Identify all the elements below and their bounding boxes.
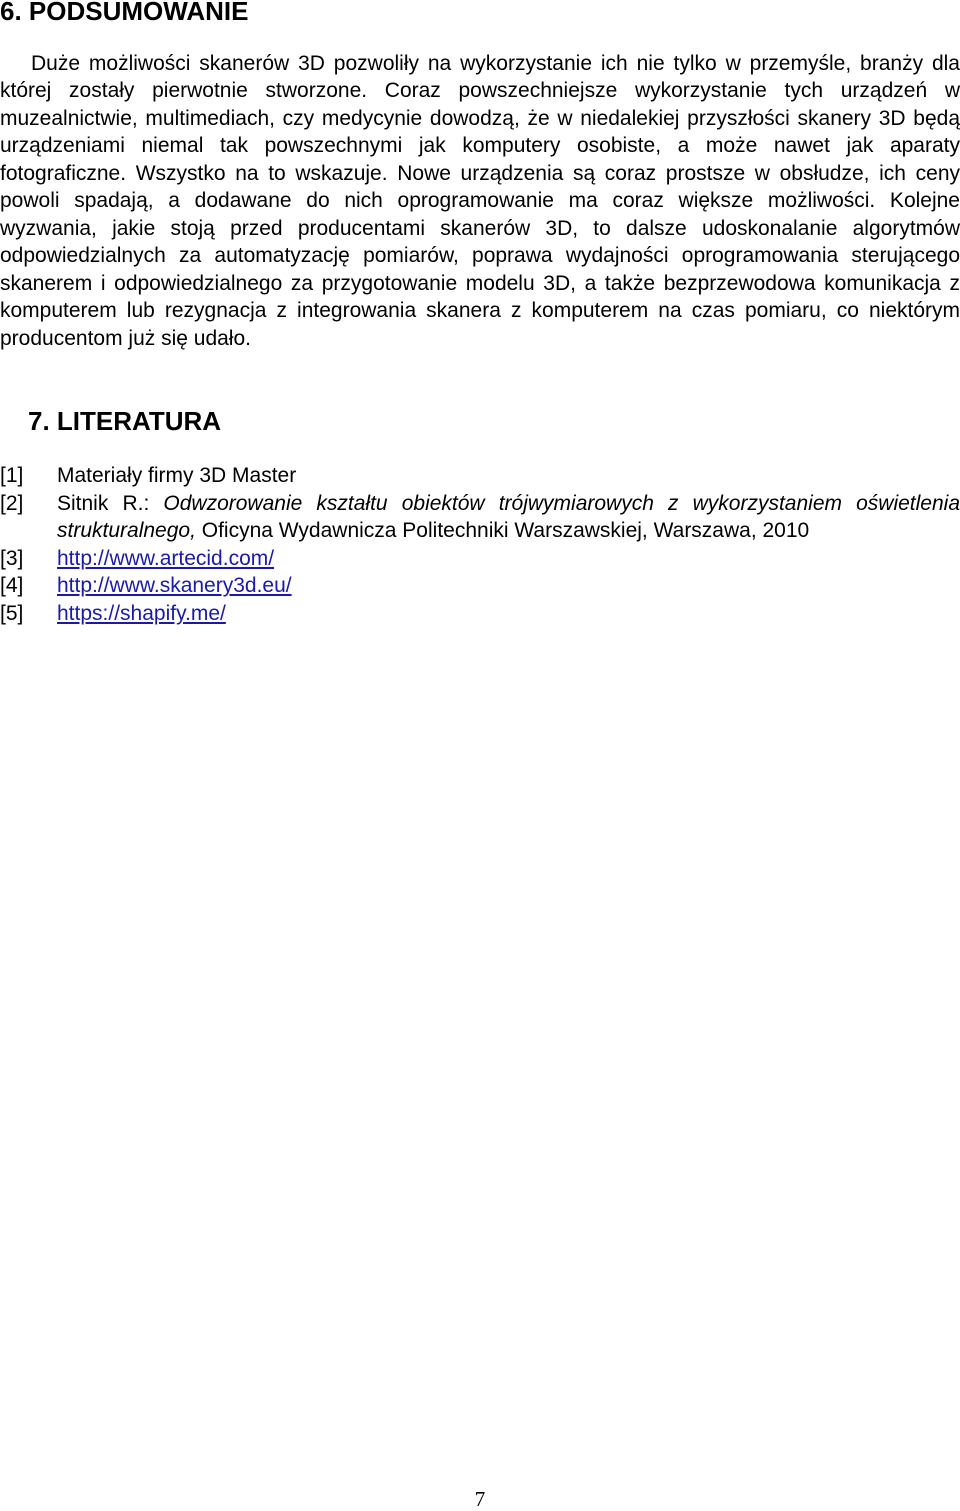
- section-heading-literature: 7. LITERATURA: [28, 406, 222, 436]
- section-heading-summary: 6. PODSUMOWANIE: [0, 0, 249, 26]
- reference-link-wrap: [57, 600, 960, 628]
- reference-text: [57, 490, 960, 545]
- reference-link-artecid[interactable]: http://www.artecid.com/: [57, 546, 275, 570]
- reference-number: [5]: [0, 601, 24, 625]
- reference-number: [4]: [0, 574, 24, 598]
- page-number: 7: [474, 1487, 486, 1511]
- reference-number: [1]: [0, 464, 24, 487]
- reference-item-1: [0, 462, 960, 490]
- reference-number: [3]: [0, 546, 24, 570]
- reference-title: Odwzorowanie kształtu obiektów trójwymiarowych z wykorzystaniem oświetlenia strukturalnego,: [57, 491, 960, 543]
- reference-link-shapify[interactable]: https://shapify.me/: [57, 601, 226, 625]
- reference-list: [0, 462, 960, 628]
- reference-item-2: [0, 490, 960, 545]
- reference-author: Sitnik R.:: [57, 491, 164, 515]
- summary-paragraph: [0, 50, 960, 352]
- reference-item-3: [0, 545, 960, 573]
- reference-item-5: [0, 600, 960, 628]
- reference-number: [2]: [0, 491, 24, 515]
- reference-item-4: [0, 572, 960, 600]
- reference-link-wrap: [57, 545, 960, 573]
- summary-paragraph-text: Duże możliwości skanerów 3D pozwoliły na wykorzystanie ich nie tylko w przemyśle, branży dla której zostały pierwotnie stworzone. Coraz powszechniejsze wykorzystanie tych urządzeń w muzealnictwie, multimediach, czy medycynie dowodzą, że w niedalekiej przyszłości skanery 3D będą urządzeniami niemal tak powszechnymi jak komputery osobiste, a może nawet jak aparaty fotograficzne. Wszystko na to wskazuje. Nowe urządzenia są coraz prostsze w obsłudze, ich ceny powoli spadają, a dodawane do nich oprogramowanie ma coraz większe możliwości. Kolejne wyzwania, jakie stoją przed producentami skanerów 3D, to dalsze udoskonalanie algorytmów odpowiedzialnych za automatyzację pomiarów, poprawa wydajności oprogramowania sterującego skanerem i odpowiedzialnego za przygotowanie modelu 3D, a także bezprzewodowa komunikacja z komputerem lub rezygnacja z integrowania skanera z komputerem na czas pomiaru, co niektórym producentom już się udało.: [0, 52, 960, 350]
- reference-publisher: Oficyna Wydawnicza Politechniki Warszawskiej, Warszawa, 2010: [195, 519, 810, 543]
- reference-link-wrap: [57, 572, 960, 600]
- reference-link-skanery3d[interactable]: http://www.skanery3d.eu/: [57, 574, 292, 598]
- reference-text: Materiały firmy 3D Master: [57, 464, 297, 487]
